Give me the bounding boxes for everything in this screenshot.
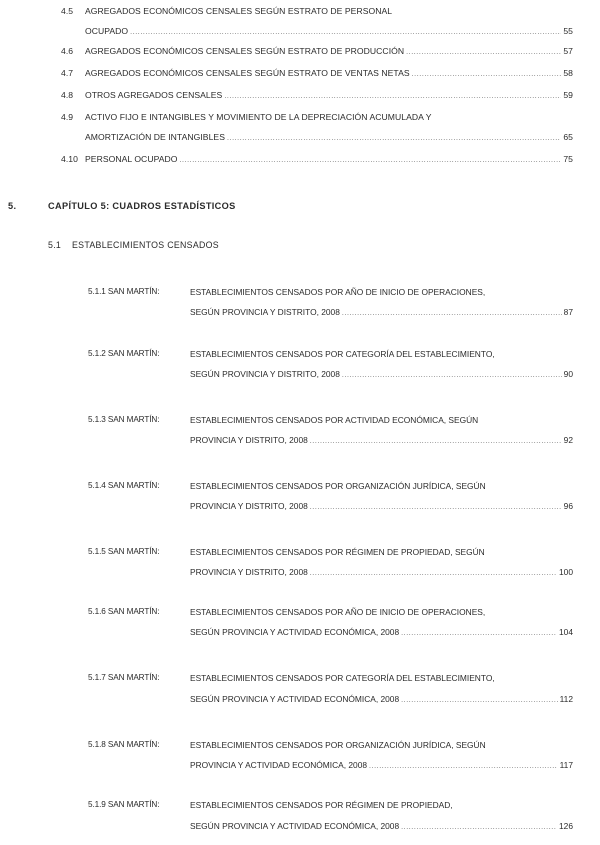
- entry-title: AMORTIZACIÓN DE INTANGIBLES: [85, 132, 225, 142]
- entry-number: 4.10: [61, 154, 78, 164]
- leader-dots: [401, 824, 557, 831]
- table-title-cont: SEGÚN PROVINCIA Y ACTIVIDAD ECONÓMICA, 2008: [190, 694, 400, 704]
- chapter-title[interactable]: CAPÍTULO 5: CUADROS ESTADÍSTICOS: [48, 201, 236, 211]
- page-number: 90: [563, 369, 573, 379]
- table-label: 5.1.6 SAN MARTÍN:: [88, 607, 160, 616]
- entry-title: OCUPADO: [85, 26, 129, 36]
- page-number: 112: [559, 694, 573, 704]
- leader-dots: [130, 29, 561, 36]
- leader-dots: [401, 630, 557, 637]
- entry-title: OTROS AGREGADOS CENSALES: [85, 90, 223, 100]
- leader-dots: [369, 763, 558, 770]
- table-label: 5.1.3 SAN MARTÍN:: [88, 415, 160, 424]
- chapter-number: 5.: [8, 201, 17, 211]
- entry-number: 4.5: [61, 6, 74, 16]
- table-title: ESTABLECIMIENTOS CENSADOS POR RÉGIMEN DE PROPIEDAD, SEGÚN: [190, 547, 485, 557]
- page-number: 75: [563, 154, 573, 164]
- table-title: ESTABLECIMIENTOS CENSADOS POR CATEGORÍA DEL ESTABLECIMIENTO,: [190, 673, 495, 683]
- entry-title: AGREGADOS ECONÓMICOS CENSALES SEGÚN ESTRATO DE PRODUCCIÓN: [85, 46, 405, 56]
- leader-dots: [310, 570, 557, 577]
- table-title-cont: SEGÚN PROVINCIA Y ACTIVIDAD ECONÓMICA, 2008: [190, 627, 400, 637]
- table-title-cont: SEGÚN PROVINCIA Y DISTRITO, 2008: [190, 369, 340, 379]
- table-title: ESTABLECIMIENTOS CENSADOS POR ORGANIZACIÓN JURÍDICA, SEGÚN: [190, 740, 486, 750]
- table-title: ESTABLECIMIENTOS CENSADOS POR ACTIVIDAD ECONÓMICA, SEGÚN: [190, 415, 479, 425]
- leader-dots: [412, 71, 562, 78]
- table-title-cont: SEGÚN PROVINCIA Y DISTRITO, 2008: [190, 307, 340, 317]
- table-title: ESTABLECIMIENTOS CENSADOS POR AÑO DE INICIO DE OPERACIONES,: [190, 607, 486, 617]
- table-label: 5.1.8 SAN MARTÍN:: [88, 740, 160, 749]
- entry-title: ACTIVO FIJO E INTANGIBLES Y MOVIMIENTO DE LA DEPRECIACIÓN ACUMULADA Y: [85, 112, 432, 122]
- leader-dots: [180, 157, 562, 164]
- table-title-cont: PROVINCIA Y ACTIVIDAD ECONÓMICA, 2008: [190, 760, 368, 770]
- page-number: 87: [563, 307, 573, 317]
- entry-number: 4.6: [61, 46, 74, 56]
- leader-dots: [406, 49, 561, 56]
- table-label: 5.1.5 SAN MARTÍN:: [88, 547, 160, 556]
- page-number: 104: [559, 627, 573, 637]
- entry-title: AGREGADOS ECONÓMICOS CENSALES SEGÚN ESTRATO DE PERSONAL: [85, 6, 393, 16]
- page-number: 57: [563, 46, 573, 56]
- table-title: ESTABLECIMIENTOS CENSADOS POR RÉGIMEN DE PROPIEDAD,: [190, 800, 453, 810]
- entry-title: AGREGADOS ECONÓMICOS CENSALES SEGÚN ESTRATO DE VENTAS NETAS: [85, 68, 410, 78]
- entry-number: 4.8: [61, 90, 74, 100]
- leader-dots: [227, 135, 561, 142]
- table-label: 5.1.7 SAN MARTÍN:: [88, 673, 160, 682]
- page-number: 100: [559, 567, 573, 577]
- table-title: ESTABLECIMIENTOS CENSADOS POR CATEGORÍA DEL ESTABLECIMIENTO,: [190, 349, 495, 359]
- section-title[interactable]: ESTABLECIMIENTOS CENSADOS: [72, 240, 219, 250]
- leader-dots: [342, 310, 562, 317]
- table-title-cont: SEGÚN PROVINCIA Y ACTIVIDAD ECONÓMICA, 2008: [190, 821, 400, 831]
- leader-dots: [342, 372, 562, 379]
- page-number: 58: [563, 68, 573, 78]
- page-number: 117: [559, 760, 573, 770]
- leader-dots: [310, 438, 562, 445]
- table-title: ESTABLECIMIENTOS CENSADOS POR AÑO DE INICIO DE OPERACIONES,: [190, 287, 486, 297]
- leader-dots: [310, 504, 562, 511]
- table-title-cont: PROVINCIA Y DISTRITO, 2008: [190, 435, 308, 445]
- section-number: 5.1: [48, 240, 62, 250]
- leader-dots: [401, 697, 558, 704]
- table-label: 5.1.4 SAN MARTÍN:: [88, 481, 160, 490]
- leader-dots: [224, 93, 561, 100]
- page-number: 65: [563, 132, 573, 142]
- table-label: 5.1.1 SAN MARTÍN:: [88, 287, 160, 296]
- page-number: 126: [559, 821, 573, 831]
- table-title-cont: PROVINCIA Y DISTRITO, 2008: [190, 501, 308, 511]
- table-title-cont: PROVINCIA Y DISTRITO, 2008: [190, 567, 308, 577]
- entry-number: 4.7: [61, 68, 74, 78]
- entry-title: PERSONAL OCUPADO: [85, 154, 178, 164]
- page-number: 55: [563, 26, 573, 36]
- page-number: 92: [563, 435, 573, 445]
- table-label: 5.1.9 SAN MARTÍN:: [88, 800, 160, 809]
- entry-number: 4.9: [61, 112, 74, 122]
- page-number: 96: [563, 501, 573, 511]
- table-label: 5.1.2 SAN MARTÍN:: [88, 349, 160, 358]
- page-number: 59: [563, 90, 573, 100]
- table-title: ESTABLECIMIENTOS CENSADOS POR ORGANIZACIÓN JURÍDICA, SEGÚN: [190, 481, 486, 491]
